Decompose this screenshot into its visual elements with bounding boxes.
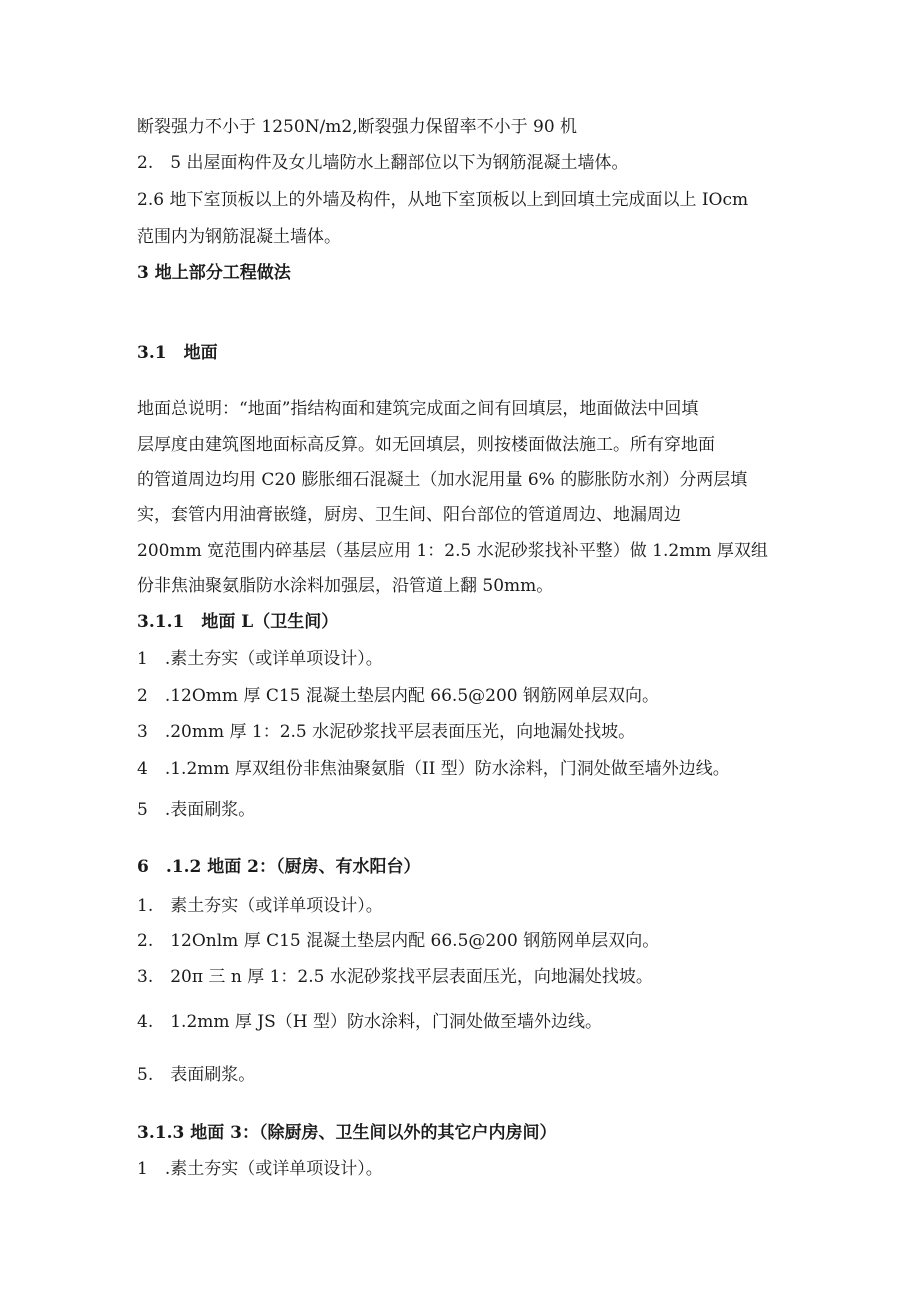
list-item-5: 5 .表面刷浆。 [137, 800, 256, 820]
paragraph-line-6: 份非焦油聚氨脂防水涂料加强层，沿管道上翻 50mm。 [137, 576, 554, 596]
list-item-4: 4 .1.2mm 厚双组份非焦油聚氨脂（II 型）防水涂料，门洞处做至墙外边线。 [137, 759, 730, 779]
list-item-3: 3 .20mm 厚 1：2.5 水泥砂浆找平层表面压光，向地漏处找坡。 [137, 722, 636, 742]
list-item-1: 1 .素土夯实（或详单项设计）。 [137, 1159, 383, 1179]
section-heading-3-1-3: 3.1.3 地面 3：（除厨房、卫生间以外的其它户内房间） [137, 1123, 557, 1143]
section-heading-3-1-2: 6 .1.2 地面 2：（厨房、有水阳台） [137, 857, 421, 877]
paragraph-line-4: 实，套管内用油膏嵌缝，厨房、卫生间、阳台部位的管道周边、地漏周边 [137, 505, 681, 525]
list-item-1: 1. 素土夯实（或详单项设计）。 [137, 896, 383, 916]
paragraph-line-1: 地面总说明：“地面”指结构面和建筑完成面之间有回填层，地面做法中回填 [137, 399, 699, 419]
paragraph-line-2: 层厚度由建筑图地面标高反算。如无回填层，则按楼面做法施工。所有穿地面 [137, 435, 715, 455]
list-item-3: 3. 20π 三 n 厚 1：2.5 水泥砂浆找平层表面压光，向地漏处找坡。 [137, 967, 653, 987]
list-item-5: 5. 表面刷浆。 [137, 1065, 256, 1085]
section-heading-3-1-1: 3.1.1 地面 L（卫生间） [137, 612, 339, 632]
list-item-4: 4. 1.2mm 厚 JS（H 型）防水涂料，门洞处做至墙外边线。 [137, 1012, 602, 1032]
paragraph-line-5: 200mm 宽范围内碎基层（基层应用 1：2.5 水泥砂浆找补平整）做 1.2mm 厚双组 [137, 541, 768, 561]
text-line-2-6-cont: 范围内为钢筋混凝土墙体。 [137, 227, 341, 247]
section-heading-3-1: 3.1 地面 [137, 343, 218, 363]
text-line-2-5: 2. 5 出屋面构件及女儿墙防水上翻部位以下为钢筋混凝土墙体。 [137, 153, 629, 173]
list-item-1: 1 .素土夯实（或详单项设计）。 [137, 649, 383, 669]
section-heading-3: 3 地上部分工程做法 [137, 263, 291, 283]
list-item-2: 2. 12Onlm 厚 C15 混凝土垫层内配 66.5@200 钢筋网单层双向。 [137, 931, 660, 951]
paragraph-line-3: 的管道周边均用 C20 膨胀细石混凝土（加水泥用量 6% 的膨胀防水剂）分两层填 [137, 470, 748, 490]
text-line-2-6: 2.6 地下室顶板以上的外墙及构件，从地下室顶板以上到回填土完成面以上 IOcm [137, 190, 749, 210]
list-item-2: 2 .12Omm 厚 C15 混凝土垫层内配 66.5@200 钢筋网单层双向。 [137, 686, 659, 706]
text-line-strength: 断裂强力不小于 1250N∕m2,断裂强力保留率不小于 90 机 [137, 117, 578, 137]
